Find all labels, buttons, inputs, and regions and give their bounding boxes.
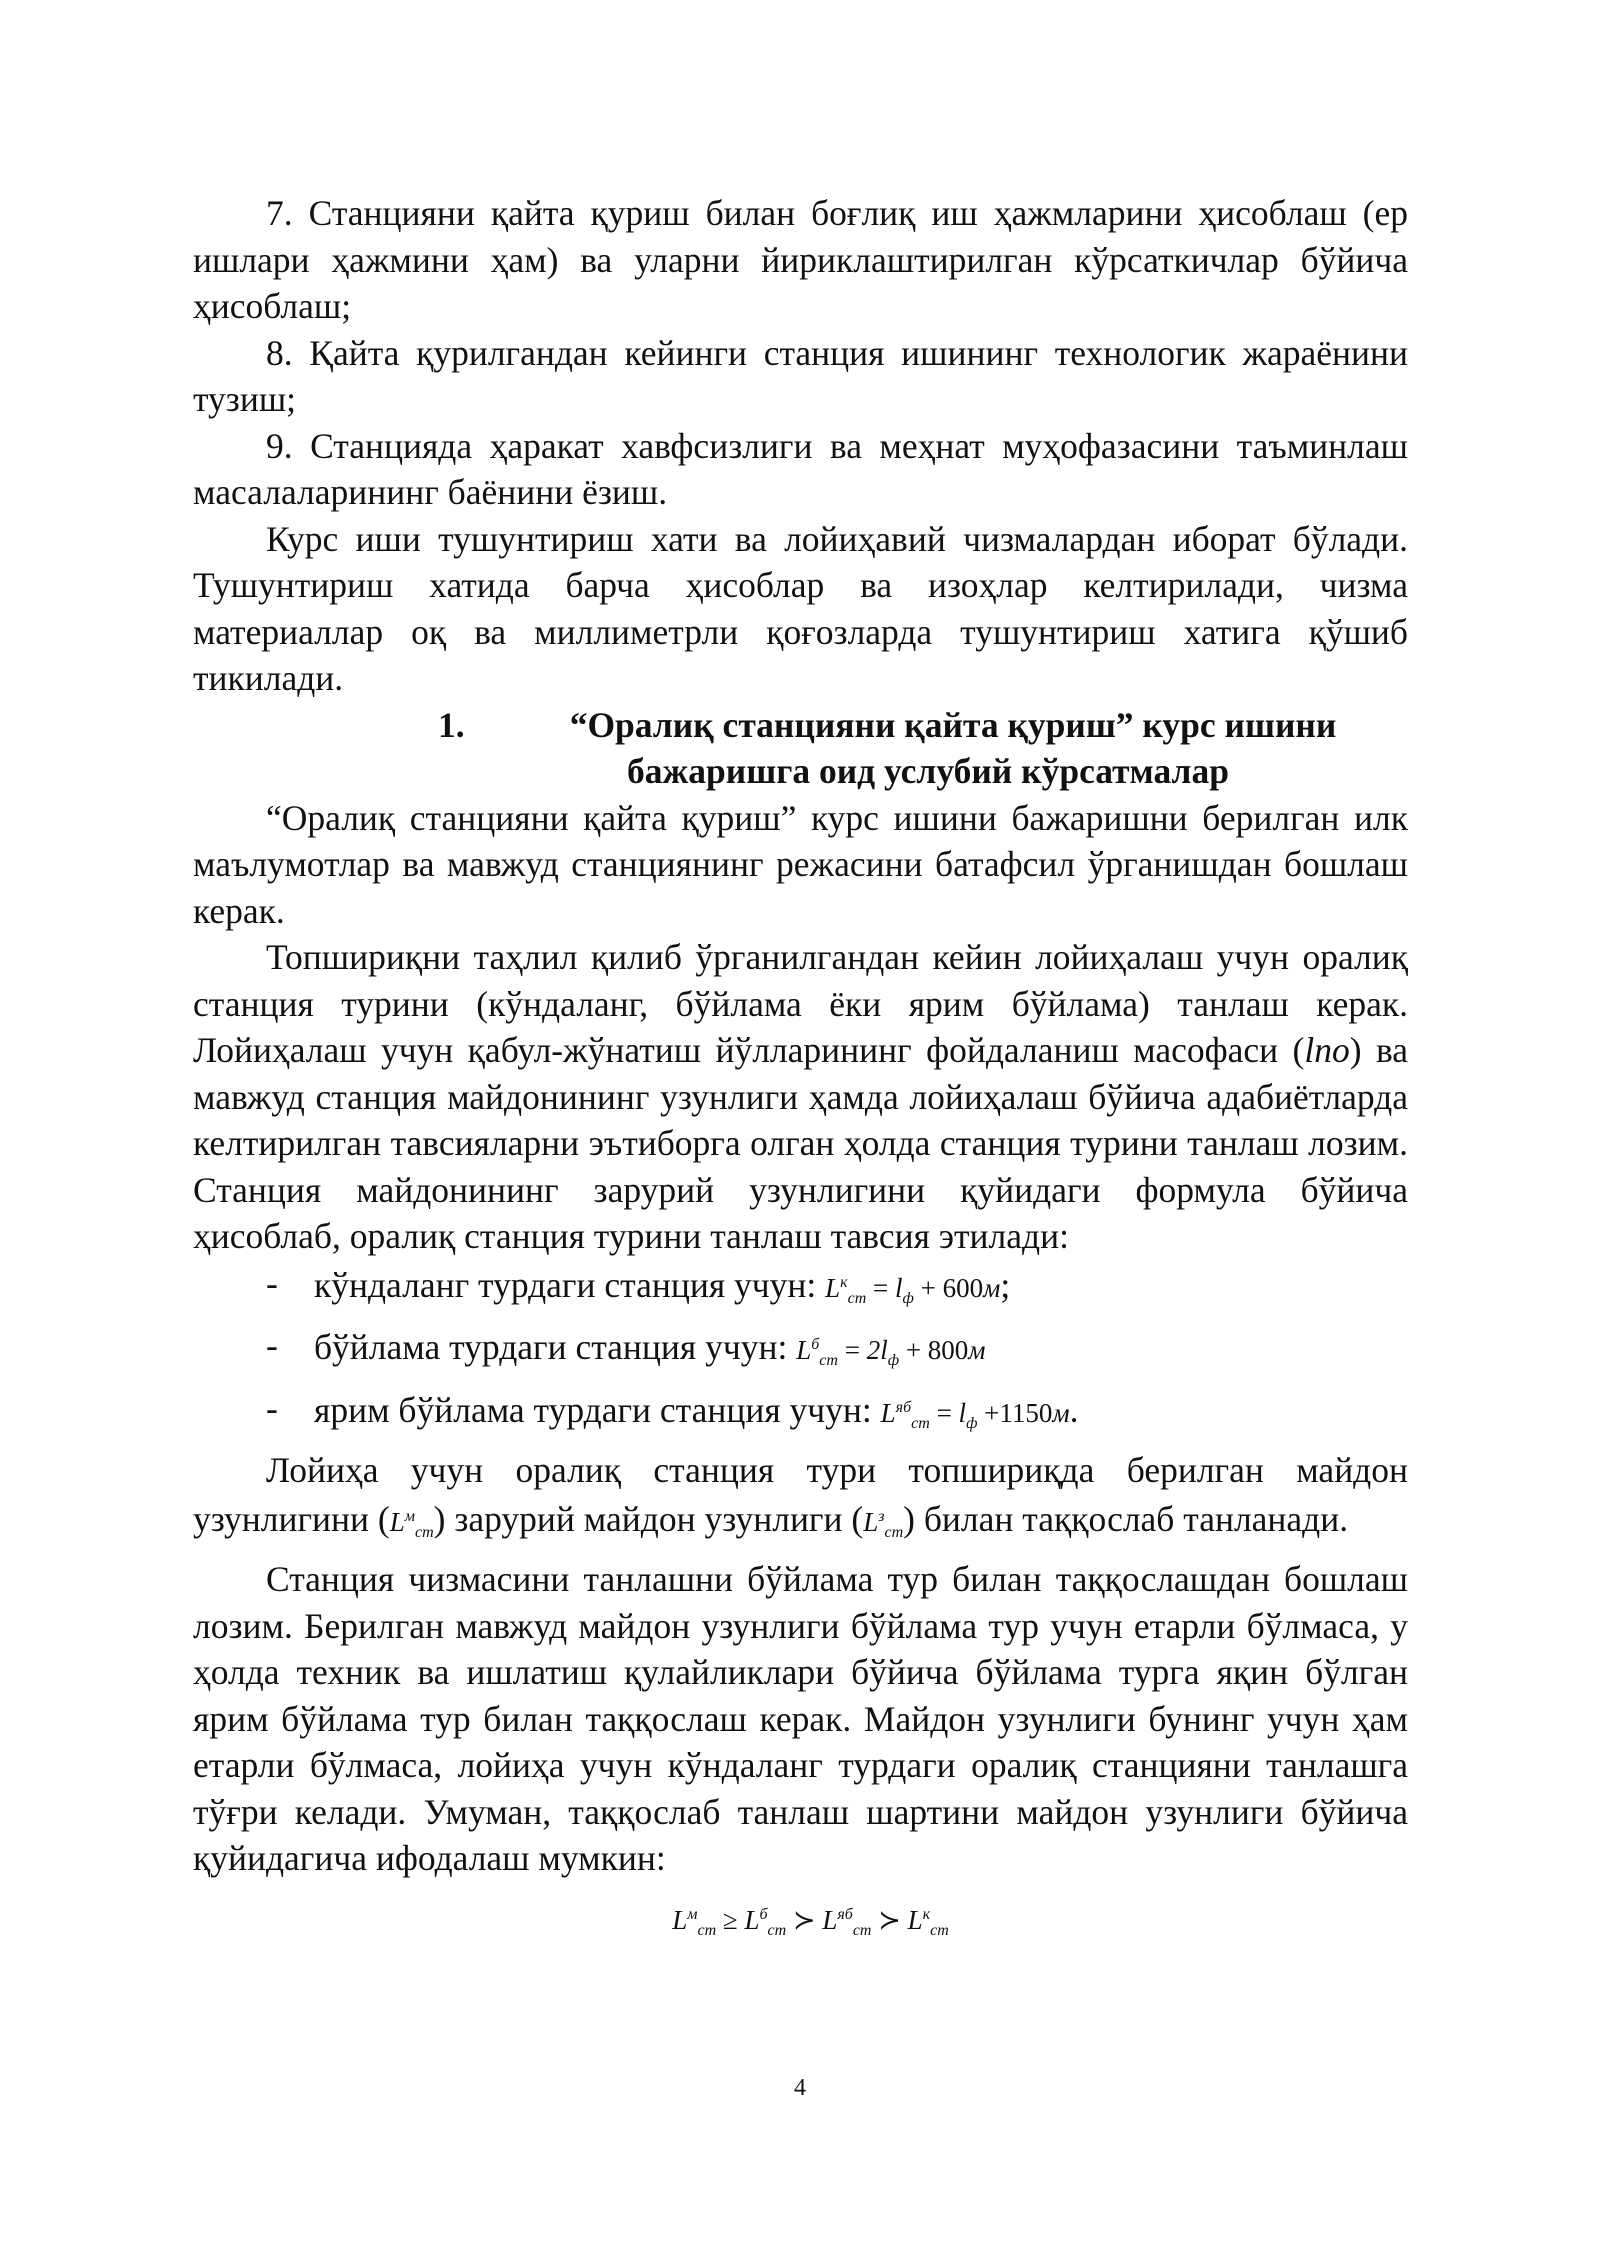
paragraph-course-work: Курс иши тушунтириш хати ва лойиҳавий чизмалардан иборат бўлади. Тушунтириш хатида барча ҳисоблар ва изоҳлар келтирилади, чизма материаллар оқ ва миллиметрли қоғозларда тушунтириш хатига қўшиб тикилади.	[193, 518, 1408, 698]
paragraph-compare: Лойиҳа учун оралиқ станция тури топшириқда берилган майдон узунлигини $(L^м_{ст})$ зарурий майдон узунлиги $(L^з_{ст})$ билан таққослаб танланади.	[193, 1450, 1408, 1541]
formula-longitudinal: $L^б_{ст} = 2l_ф + 800м$	[796, 1335, 986, 1369]
lpo-symbol: lпо	[1304, 1030, 1350, 1070]
bullet-semi-longitudinal: - ярим бўйлама турдаги станция учун: $L^{яб}_{ст} = l_ф +1150м$.	[193, 1385, 1408, 1448]
paragraph-task-after: ) ва мавжуд станция майдонининг узунлиги ҳамда лойиҳалаш бўйича адабиётларда келтирилган тавсияларни эътиборга олган ҳолда станция турини танлаш лозим. Станция майдонининг зарурий узунлигини қуйидаги формула бўйича ҳисоблаб, оралиқ станция турини танлаш тавсия этилади:	[193, 1030, 1409, 1256]
bullet-text: ярим бўйлама турдаги станция учун:	[314, 1389, 872, 1430]
bullet-dash: -	[266, 1325, 278, 1365]
section-heading-line1: “Оралиқ станцияни қайта қуриш” курс ишини	[569, 704, 1337, 745]
document-page	[193, 190, 1408, 1954]
comparison-formula: $L^м_{ст} \ge L^б_{ст}$ ≻ $L^{яб}_{ст}$ ≻ $L^к_{ст}$	[672, 1904, 949, 1939]
paragraph-task	[193, 934, 1408, 1260]
bullet-dash: -	[266, 1387, 278, 1428]
paragraph-item-8: 8. Қайта қурилгандан кейинги станция ишининг технологик жараёнини тузиш;	[193, 332, 1408, 419]
section-heading-line2: бажаришга оид услубий кўрсатмалар	[627, 751, 1229, 791]
paragraph-item-9: 9. Станцияда ҳаракат хавфсизлиги ва меҳнат муҳофазасини таъминлаш масалаларининг баёнини ёзиш.	[193, 425, 1408, 512]
bullet-text: кўндаланг турдаги станция учун:	[314, 1264, 817, 1305]
paragraph-item-7: 7. Станцияни қайта қуриш билан боғлиқ иш ҳажмларини ҳисоблаш (ер ишлари ҳажмини ҳам) ва уларни йириклаштирилган кўрсаткичлар бўйича ҳисоблаш;	[193, 193, 1408, 326]
bullet-dash: -	[266, 1262, 278, 1303]
formula-required-length: $L^з_{ст}$	[863, 1506, 904, 1541]
formula-given-length: $L^м_{ст}$	[389, 1506, 434, 1541]
page-number: 4	[794, 2075, 806, 2101]
paragraph-task-before: Топшириқни таҳлил қилиб ўрганилгандан кейин лойиҳалаш учун оралиқ станция турини (кўндаланг, бўйлама ёки ярим бўйлама) танлаш керак. Лойиҳалаш учун қабул-жўнатиш йўлларининг фойдаланиш масофаси (	[193, 937, 1408, 1070]
formula-semi-longitudinal: $L^{яб}_{ст} = l_ф +1150м$	[880, 1397, 1070, 1432]
paragraph-selection: Станция чизмасини танлашни бўйлама тур билан таққослашдан бошлаш лозим. Берилган мавжуд майдон узунлиги бўйлама тур учун етарли бўлмаса, у ҳолда техник ва ишлатиш қулайликлари бўйича бўйлама турга яқин бўлган ярим бўйлама тур билан таққослаш керак. Майдон узунлиги бунинг учун ҳам етарли бўлмаса, лойиҳа учун кўндаланг турдаги оралиқ станцияни танлашга тўғри келади. Умуман, таққослаб танлаш шартини майдон узунлиги бўйича қуйидагича ифодалаш мумкин:	[193, 1559, 1408, 1878]
section-number: 1.	[438, 704, 465, 745]
section-heading	[193, 702, 1408, 795]
formula-transverse: $L^к_{ст} = l_ф + 600м$	[825, 1272, 1001, 1307]
bullet-longitudinal	[193, 1322, 1408, 1385]
bullet-text: бўйлама турдаги станция учун:	[314, 1327, 788, 1367]
bullet-transverse: - кўндаланг турдаги станция учун: $L^к_{ст} = l_ф + 600м$;	[193, 1260, 1408, 1323]
paragraph-intro: “Оралиқ станцияни қайта қуриш” курс ишини бажаришни берилган илк маълумотлар ва мавжуд станциянинг режасини батафсил ўрганишдан бошлаш керак.	[193, 797, 1408, 931]
